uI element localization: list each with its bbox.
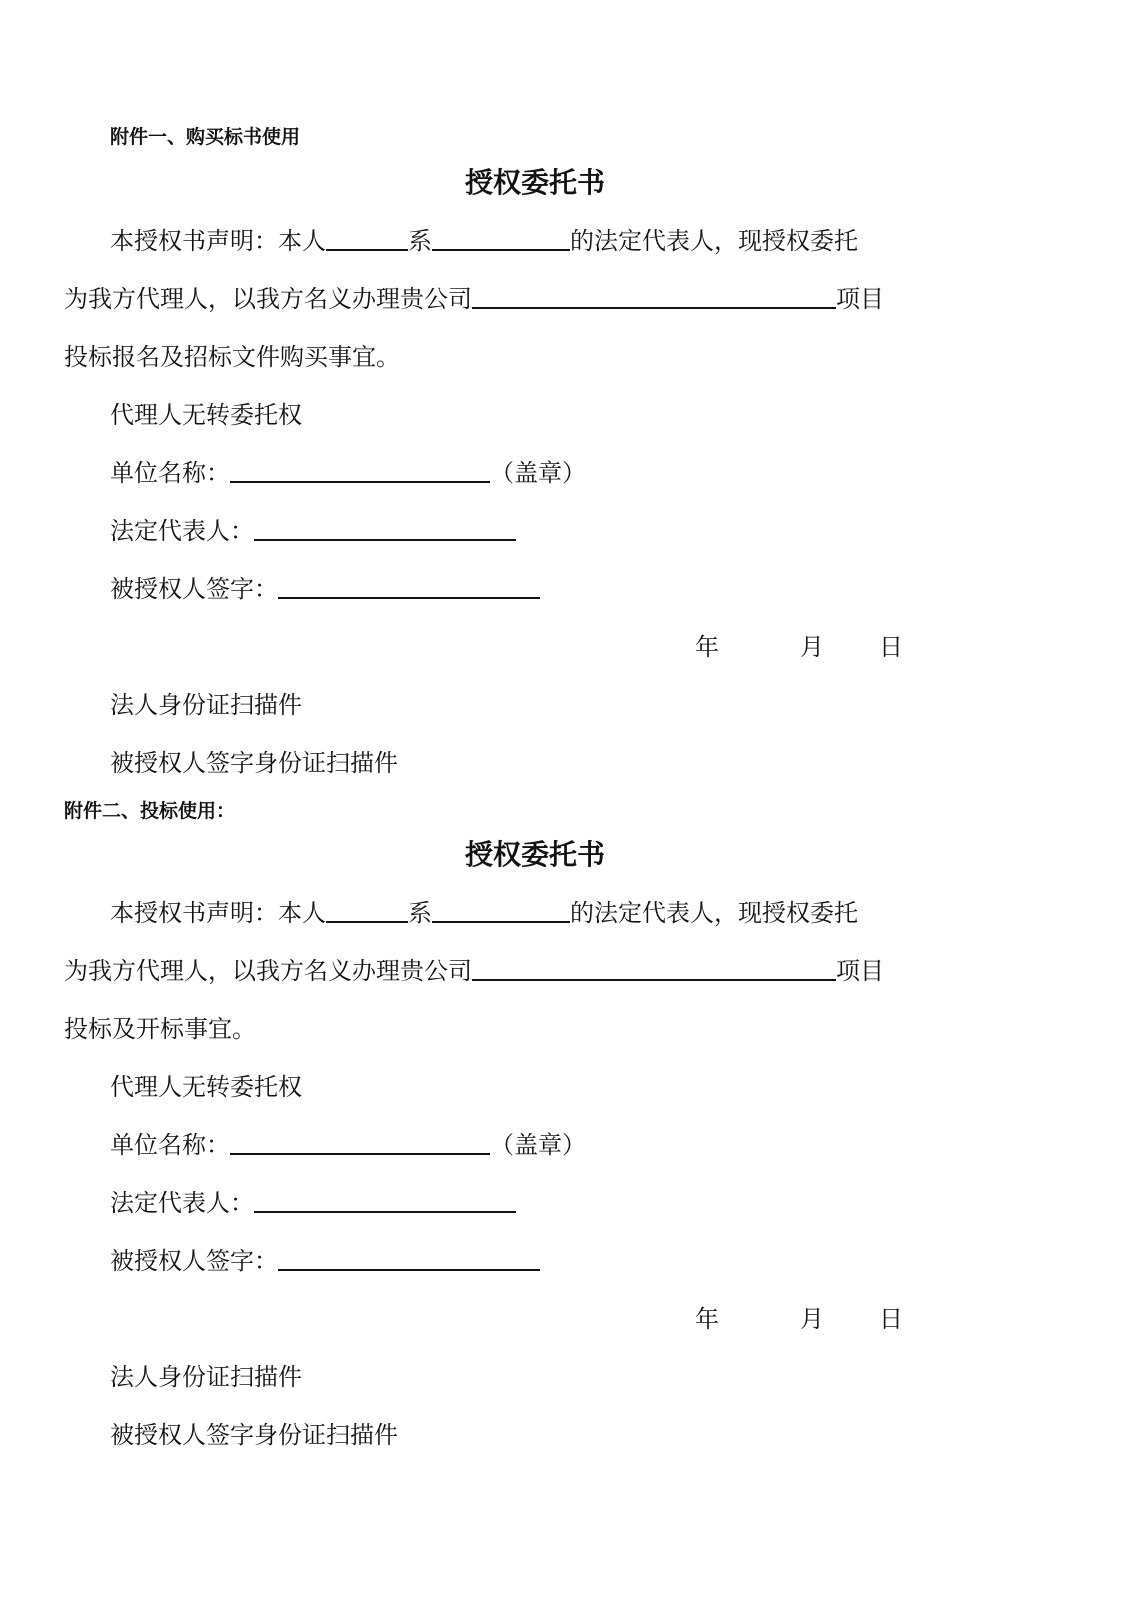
company-name-blank[interactable] bbox=[432, 227, 570, 251]
attachment-label: 附件二、投标使用： bbox=[64, 800, 236, 822]
project-name-blank[interactable] bbox=[472, 957, 836, 981]
attachment-label: 附件一、购买标书使用 bbox=[110, 126, 301, 148]
legal-rep-row: 法定代表人： bbox=[110, 516, 516, 546]
statement-line: 本授权书声明：本人 系 的法定代表人，现授权委托 bbox=[110, 899, 858, 927]
document-title: 授权委托书 bbox=[464, 838, 605, 871]
signer-row: 被授权人签字： bbox=[110, 1246, 540, 1276]
signer-row: 被授权人签字： bbox=[110, 574, 540, 604]
signer-id-scan: 被授权人签字身份证扫描件 bbox=[110, 1421, 398, 1449]
date-day: 日 bbox=[879, 1305, 903, 1333]
project-name-blank[interactable] bbox=[472, 285, 836, 309]
legal-id-scan: 法人身份证扫描件 bbox=[110, 691, 302, 719]
unit-name-row: 单位名称： （盖章） bbox=[110, 459, 586, 487]
legal-rep-row: 法定代表人： bbox=[110, 1188, 516, 1218]
signer-blank[interactable] bbox=[278, 1247, 540, 1271]
legal-id-scan: 法人身份证扫描件 bbox=[110, 1363, 302, 1391]
no-delegation-note: 代理人无转委托权 bbox=[110, 401, 302, 429]
company-name-blank[interactable] bbox=[432, 899, 570, 923]
date-month: 月 bbox=[800, 1305, 824, 1333]
date-day: 日 bbox=[879, 633, 903, 661]
unit-name-blank[interactable] bbox=[230, 459, 490, 483]
authorization-section-1 bbox=[0, 0, 1131, 777]
unit-name-row: 单位名称： （盖章） bbox=[110, 1131, 586, 1159]
authorization-section-2 bbox=[0, 676, 1131, 1449]
legal-rep-name-blank[interactable] bbox=[326, 227, 408, 251]
statement-line-2: 为我方代理人，以我方名义办理贵公司 项目 bbox=[64, 957, 884, 985]
date-year: 年 bbox=[695, 1305, 719, 1333]
statement-line-2: 为我方代理人，以我方名义办理贵公司 项目 bbox=[64, 285, 884, 313]
date-year: 年 bbox=[695, 633, 719, 661]
no-delegation-note: 代理人无转委托权 bbox=[110, 1073, 302, 1101]
statement-line-3: 投标报名及招标文件购买事宜。 bbox=[64, 343, 400, 371]
date-month: 月 bbox=[800, 633, 824, 661]
signer-blank[interactable] bbox=[278, 575, 540, 599]
statement-line: 本授权书声明：本人 系 的法定代表人，现授权委托 bbox=[110, 227, 858, 255]
document-title: 授权委托书 bbox=[464, 166, 605, 199]
legal-rep-blank[interactable] bbox=[254, 1189, 516, 1213]
unit-name-blank[interactable] bbox=[230, 1131, 490, 1155]
statement-line-3: 投标及开标事宜。 bbox=[64, 1015, 256, 1043]
signer-id-scan: 被授权人签字身份证扫描件 bbox=[110, 749, 398, 777]
legal-rep-blank[interactable] bbox=[254, 517, 516, 541]
legal-rep-name-blank[interactable] bbox=[326, 899, 408, 923]
